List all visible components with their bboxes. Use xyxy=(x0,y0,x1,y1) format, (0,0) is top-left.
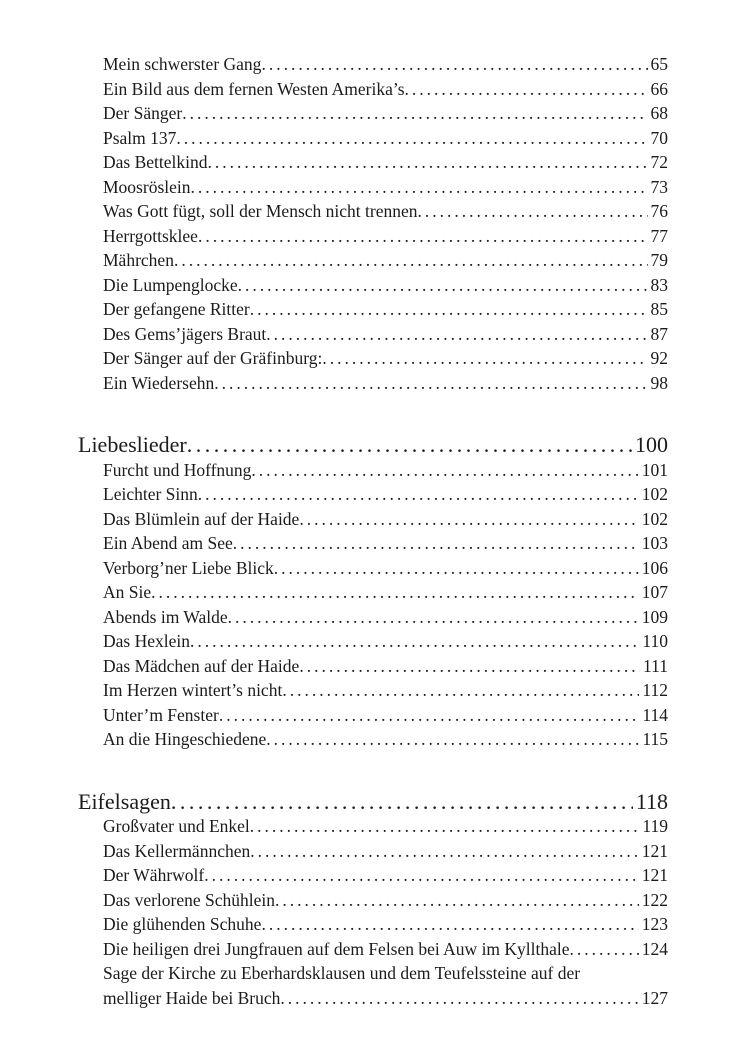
toc-entry-title: An Sie xyxy=(103,582,152,602)
toc-entry-page-number: 76 xyxy=(650,201,668,221)
toc-entry-title: Ein Bild aus dem fernen Westen Amerika’s xyxy=(103,78,405,99)
toc-entry-page-number: 119 xyxy=(642,816,668,836)
dot-leader xyxy=(250,814,640,839)
toc-entry-title: Leichter Sinn xyxy=(103,484,198,504)
toc-entry xyxy=(78,678,668,703)
toc-entry xyxy=(78,126,668,151)
toc-entry-page-number: 127 xyxy=(641,987,668,1008)
toc-entry-page-number: 122 xyxy=(641,889,668,910)
toc-entry xyxy=(78,322,668,347)
toc-entry-page-number: 92 xyxy=(650,348,668,368)
dot-leader xyxy=(251,458,638,483)
toc-entry-page-number: 115 xyxy=(642,729,668,749)
toc-entry-title: Verborg’ner Liebe Blick xyxy=(103,557,274,578)
toc-entry-title: Die Lumpenglocke xyxy=(103,274,238,295)
toc-entry-page-number: 111 xyxy=(643,655,668,676)
toc-entry-page-number: 112 xyxy=(642,680,668,700)
toc-entry xyxy=(78,863,668,888)
toc-entry-title: Das Mädchen auf der Haide xyxy=(103,655,300,676)
dot-leader xyxy=(418,199,648,224)
toc-entry-title: Im Herzen wintert’s nicht xyxy=(103,680,283,700)
section-title: Eifelsagen xyxy=(78,788,171,814)
toc-entry-title: Was Gott fügt, soll der Mensch nicht trennen xyxy=(103,201,418,221)
toc-entry xyxy=(78,703,668,728)
toc-entry-title: Unter’m Fenster xyxy=(103,704,219,725)
dot-leader xyxy=(233,531,639,556)
section-page-number: 100 xyxy=(635,432,668,457)
toc-entry xyxy=(78,507,668,532)
toc-entry xyxy=(78,101,668,126)
dot-leader xyxy=(322,346,647,371)
toc-entry-title: Abends im Walde xyxy=(103,606,228,627)
toc-entry-page-number: 65 xyxy=(650,54,668,74)
toc-entry xyxy=(78,273,668,298)
dot-leader xyxy=(261,52,647,77)
dot-leader xyxy=(238,273,648,298)
toc-entry xyxy=(78,814,668,839)
dot-leader xyxy=(204,863,639,888)
toc-entry-title: Der Währwolf xyxy=(103,865,205,885)
toc-section-header xyxy=(78,433,668,458)
toc-entry xyxy=(78,986,668,1011)
dot-leader xyxy=(570,937,639,962)
dot-leader xyxy=(190,629,639,654)
toc-entry xyxy=(78,605,668,630)
dot-leader xyxy=(174,248,648,273)
toc-entry-page-number: 103 xyxy=(641,533,668,553)
toc-entry-title: Die heiligen drei Jungfrauen auf dem Felsen bei Auw im Kyllthale xyxy=(103,938,570,959)
dot-leader xyxy=(250,297,648,322)
dot-leader xyxy=(299,507,638,532)
toc-entry-title: An die Hingeschiedene xyxy=(103,729,267,749)
toc-entry-page-number: 121 xyxy=(641,865,668,885)
toc-entry xyxy=(78,297,668,322)
toc-entry-title: Die glühenden Schuhe xyxy=(103,914,262,934)
dot-leader xyxy=(405,77,648,102)
toc-entry-page-number: 98 xyxy=(650,372,668,393)
toc-entry xyxy=(78,937,668,962)
toc-entry xyxy=(78,654,668,679)
toc-entry xyxy=(78,629,668,654)
toc-entry xyxy=(78,175,668,200)
toc-entry xyxy=(78,224,668,249)
dot-leader xyxy=(171,790,633,815)
dot-leader xyxy=(198,482,639,507)
dot-leader xyxy=(266,727,639,752)
dot-leader xyxy=(182,101,647,126)
toc-entry-title: Der gefangene Ritter xyxy=(103,299,250,319)
toc-entry xyxy=(78,346,668,371)
dot-leader xyxy=(250,839,639,864)
toc-entry-page-number: 73 xyxy=(650,176,668,197)
table-of-contents xyxy=(78,52,668,1010)
toc-entry xyxy=(78,150,668,175)
toc-entry-title: Großvater und Enkel xyxy=(103,816,250,836)
dot-leader xyxy=(191,175,648,200)
toc-entry-title: Ein Wiedersehn xyxy=(103,372,215,393)
dot-leader xyxy=(299,654,640,679)
toc-entry xyxy=(78,839,668,864)
toc-entry-page-number: 68 xyxy=(650,103,668,123)
toc-entry-page-number: 109 xyxy=(641,606,668,627)
dot-leader xyxy=(261,912,638,937)
section-title: Liebeslieder xyxy=(78,432,187,457)
toc-entry-title: Moosröslein xyxy=(103,176,191,197)
toc-entry-page-number: 124 xyxy=(641,938,668,959)
toc-entry-title: Mährchen xyxy=(103,250,174,270)
toc-entry-title: Der Sänger xyxy=(103,103,183,123)
toc-entry-page-number: 85 xyxy=(650,299,668,319)
toc-entry-first-line: Sage der Kirche zu Eberhardsklausen und dem Teufelssteine auf der xyxy=(103,963,581,983)
toc-entry xyxy=(78,458,668,483)
toc-entry-page-number: 102 xyxy=(641,484,668,504)
dot-leader xyxy=(274,556,639,581)
toc-entry-title: Das Kellermännchen xyxy=(103,840,251,861)
toc-entry-page-number: 123 xyxy=(641,914,668,934)
toc-entry xyxy=(78,248,668,273)
dot-leader xyxy=(282,678,639,703)
toc-entry-title: Das Bettelkind xyxy=(103,152,208,172)
toc-entry-page-number: 106 xyxy=(641,557,668,578)
dot-leader xyxy=(187,433,632,458)
toc-entry-title: Des Gems’jägers Braut xyxy=(103,323,267,344)
toc-entry xyxy=(78,580,668,605)
section-page-number: 118 xyxy=(635,788,668,814)
toc-entry xyxy=(78,531,668,556)
toc-entry-title: Der Sänger auf der Gräfinburg: xyxy=(103,348,323,368)
toc-entry xyxy=(78,556,668,581)
dot-leader xyxy=(219,703,640,728)
toc-entry-title: Herrgottsklee xyxy=(103,225,198,246)
toc-entry-title: Mein schwerster Gang xyxy=(103,54,262,74)
toc-entry-page-number: 66 xyxy=(650,78,668,99)
toc-entry-page-number: 114 xyxy=(642,704,668,725)
toc-entry-title: Das Hexlein xyxy=(103,631,190,651)
toc-entry-page-number: 70 xyxy=(650,127,668,148)
toc-entry-page-number: 77 xyxy=(650,225,668,246)
toc-entry xyxy=(78,77,668,102)
dot-leader xyxy=(151,580,639,605)
dot-leader xyxy=(228,605,639,630)
toc-section-header xyxy=(78,790,668,815)
toc-entry-page-number: 107 xyxy=(641,582,668,602)
dot-leader xyxy=(275,888,639,913)
toc-entry-page-number: 87 xyxy=(650,323,668,344)
toc-entry xyxy=(78,482,668,507)
toc-entry-page-number: 102 xyxy=(641,508,668,529)
toc-entry-title: Psalm 137 xyxy=(103,127,177,148)
dot-leader xyxy=(280,986,638,1011)
toc-entry xyxy=(78,52,668,77)
toc-entry xyxy=(78,888,668,913)
toc-entry-page-number: 121 xyxy=(641,840,668,861)
dot-leader xyxy=(214,371,647,396)
dot-leader xyxy=(176,126,647,151)
toc-entry-title: Das verlorene Schühlein xyxy=(103,889,276,910)
toc-entry-page-number: 79 xyxy=(650,250,668,270)
toc-entry-title: Ein Abend am See xyxy=(103,533,233,553)
dot-leader xyxy=(198,224,648,249)
toc-entry xyxy=(78,727,668,752)
toc-entry-page-number: 83 xyxy=(650,274,668,295)
toc-entry-title: Furcht und Hoffnung xyxy=(103,459,252,480)
toc-entry-title: Das Blümlein auf der Haide xyxy=(103,508,300,529)
dot-leader xyxy=(266,322,647,347)
toc-entry xyxy=(78,912,668,937)
toc-entry-page-number: 101 xyxy=(641,459,668,480)
toc-entry-title: melliger Haide bei Bruch xyxy=(103,987,281,1008)
toc-entry-page-number: 110 xyxy=(642,631,668,651)
toc-entry xyxy=(78,199,668,224)
toc-entry xyxy=(78,371,668,396)
toc-entry-page-number: 72 xyxy=(650,152,668,172)
dot-leader xyxy=(208,150,648,175)
